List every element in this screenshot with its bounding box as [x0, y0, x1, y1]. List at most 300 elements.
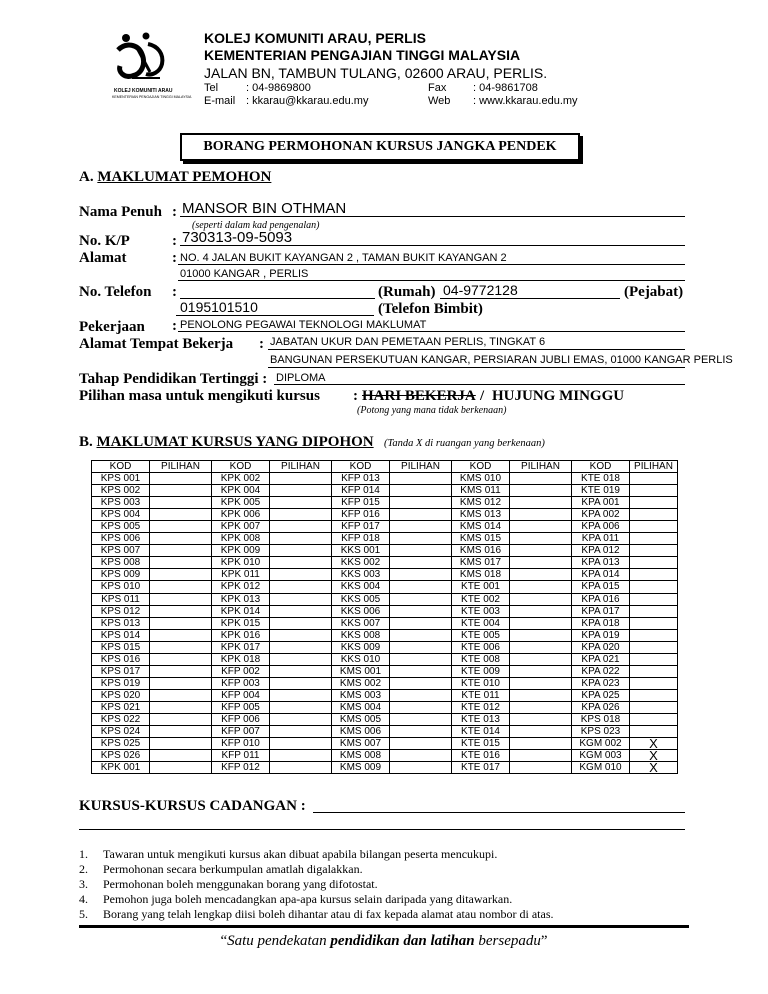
course-choice-cell[interactable] [390, 509, 452, 521]
course-code: KPK 004 [212, 485, 270, 497]
course-code: KPK 005 [212, 497, 270, 509]
course-choice-cell[interactable] [390, 581, 452, 593]
table-row [92, 545, 678, 557]
col-kod: KOD [92, 461, 150, 473]
course-choice-cell[interactable] [390, 653, 452, 665]
course-code: KPK 018 [212, 653, 270, 665]
section-a-heading [79, 169, 271, 186]
email-value: : kkarau@kkarau.edu.my [246, 95, 369, 107]
course-choice-cell[interactable] [630, 701, 678, 713]
course-code: KTE 016 [452, 750, 510, 762]
course-choice-cell[interactable] [630, 653, 678, 665]
course-choice-cell[interactable]: X [630, 762, 678, 774]
cadangan-underline-1 [313, 812, 685, 813]
course-code: KTE 001 [452, 581, 510, 593]
course-code: KPK 008 [212, 533, 270, 545]
course-choice-cell[interactable] [390, 750, 452, 762]
course-choice-cell[interactable]: X [630, 750, 678, 762]
course-code: KPA 001 [572, 497, 630, 509]
motto-part3: bersepadu [474, 933, 541, 949]
course-code: KFP 013 [332, 473, 390, 485]
course-code: KMS 005 [332, 713, 390, 725]
course-code: KFP 011 [212, 750, 270, 762]
table-row [92, 629, 678, 641]
course-choice-cell[interactable] [510, 545, 572, 557]
course-code: KPA 013 [572, 557, 630, 569]
course-choice-cell[interactable] [510, 617, 572, 629]
course-choice-cell[interactable] [390, 497, 452, 509]
course-code: KPK 007 [212, 521, 270, 533]
footer-rule [79, 925, 689, 928]
course-choice-cell[interactable] [510, 569, 572, 581]
course-choice-cell[interactable] [510, 497, 572, 509]
table-row [92, 738, 678, 750]
course-choice-cell[interactable] [390, 677, 452, 689]
pejabat-underline [440, 298, 620, 299]
tempat-colon: : [259, 336, 264, 352]
note-text: Tawaran untuk mengikuti kursus akan dibuat apabila bilangan peserta mencukupi. [103, 847, 498, 861]
course-choice-cell[interactable] [390, 485, 452, 497]
course-code: KPA 015 [572, 581, 630, 593]
course-choice-cell[interactable] [150, 665, 212, 677]
course-choice-cell[interactable] [390, 473, 452, 485]
course-code: KMS 010 [452, 473, 510, 485]
course-choice-cell[interactable] [270, 689, 332, 701]
course-choice-cell[interactable] [390, 557, 452, 569]
course-choice-cell[interactable] [150, 557, 212, 569]
course-choice-cell[interactable] [270, 521, 332, 533]
course-code: KGM 010 [572, 762, 630, 774]
nama-label: Nama Penuh [79, 204, 162, 220]
course-choice-cell[interactable] [390, 689, 452, 701]
course-code: KPK 011 [212, 569, 270, 581]
course-code: KKS 003 [332, 569, 390, 581]
motto-part1: Satu pendekatan [227, 933, 331, 949]
course-choice-cell[interactable] [510, 533, 572, 545]
course-code: KFP 018 [332, 533, 390, 545]
course-code: KMS 018 [452, 569, 510, 581]
course-code: KPS 010 [92, 581, 150, 593]
table-row [92, 485, 678, 497]
course-code: KTE 015 [452, 738, 510, 750]
table-row [92, 509, 678, 521]
course-choice-cell[interactable] [150, 738, 212, 750]
masa-option-hari-bekerja[interactable]: HARI BEKERJA [362, 388, 476, 404]
course-code: KPK 002 [212, 473, 270, 485]
course-code: KPS 007 [92, 545, 150, 557]
course-choice-cell[interactable] [390, 701, 452, 713]
course-choice-cell[interactable] [270, 738, 332, 750]
section-b-note: (Tanda X di ruangan yang berkenaan) [384, 438, 545, 449]
masa-separator: / [480, 388, 485, 404]
table-row [92, 701, 678, 713]
course-code: KFP 014 [332, 485, 390, 497]
course-choice-cell[interactable] [150, 641, 212, 653]
course-choice-cell[interactable] [510, 665, 572, 677]
course-code: KPS 023 [572, 726, 630, 738]
course-choice-cell[interactable] [150, 629, 212, 641]
course-choice-cell[interactable] [270, 653, 332, 665]
course-code: KTE 011 [452, 689, 510, 701]
course-choice-cell[interactable] [510, 581, 572, 593]
rumah-label: (Rumah) [378, 284, 436, 300]
table-row [92, 726, 678, 738]
course-choice-cell[interactable] [390, 617, 452, 629]
course-choice-cell[interactable] [510, 726, 572, 738]
col-pilihan: PILIHAN [270, 461, 332, 473]
course-choice-cell[interactable] [270, 762, 332, 774]
course-choice-cell[interactable] [270, 545, 332, 557]
course-choice-cell[interactable] [630, 557, 678, 569]
course-choice-cell[interactable] [270, 726, 332, 738]
college-logo-mark [112, 32, 176, 86]
form-title: BORANG PERMOHONAN KURSUS JANGKA PENDEK [180, 133, 580, 161]
course-code: KTE 013 [452, 713, 510, 725]
pejabat-label: (Pejabat) [624, 284, 684, 300]
course-choice-cell[interactable] [630, 629, 678, 641]
course-code: KTE 014 [452, 726, 510, 738]
course-choice-cell[interactable] [630, 497, 678, 509]
course-choice-cell[interactable] [630, 665, 678, 677]
course-code: KPS 013 [92, 617, 150, 629]
course-choice-cell[interactable] [270, 473, 332, 485]
section-b-letter: B. [79, 434, 93, 450]
course-code: KMS 006 [332, 726, 390, 738]
table-row [92, 593, 678, 605]
course-code: KPK 001 [92, 762, 150, 774]
course-choice-cell[interactable] [510, 762, 572, 774]
pendidikan-underline [274, 384, 685, 385]
note-item [79, 892, 554, 907]
course-code: KPS 015 [92, 641, 150, 653]
course-choice-cell[interactable] [270, 557, 332, 569]
course-choice-cell[interactable] [390, 629, 452, 641]
course-choice-cell[interactable] [390, 593, 452, 605]
course-choice-cell[interactable] [390, 605, 452, 617]
fax-label: Fax [428, 82, 447, 94]
course-code: KFP 002 [212, 665, 270, 677]
course-code: KKS 002 [332, 557, 390, 569]
course-choice-cell[interactable] [150, 533, 212, 545]
course-choice-cell[interactable] [150, 605, 212, 617]
course-code: KFP 016 [332, 509, 390, 521]
masa-option-hujung-minggu[interactable]: HUJUNG MINGGU [492, 388, 625, 404]
course-code: KMS 012 [452, 497, 510, 509]
alamat-colon: : [172, 250, 177, 266]
course-code: KKS 008 [332, 629, 390, 641]
course-choice-cell[interactable] [270, 581, 332, 593]
course-choice-cell[interactable] [150, 726, 212, 738]
course-choice-cell[interactable] [150, 593, 212, 605]
course-code: KPS 026 [92, 750, 150, 762]
course-choice-cell[interactable] [270, 485, 332, 497]
course-choice-cell[interactable] [510, 689, 572, 701]
course-choice-cell[interactable] [630, 726, 678, 738]
course-choice-cell[interactable] [390, 762, 452, 774]
course-code: KMS 002 [332, 677, 390, 689]
tel-label: Tel [204, 82, 219, 94]
course-code: KTE 008 [452, 653, 510, 665]
kp-field[interactable]: 730313-09-5093 [182, 229, 293, 246]
course-choice-cell[interactable] [630, 617, 678, 629]
course-choice-cell[interactable] [630, 605, 678, 617]
notes-list [79, 847, 554, 922]
pekerjaan-underline [178, 331, 685, 332]
note-number: 5. [79, 907, 88, 921]
note-text: Pemohon juga boleh mencadangkan apa-apa kursus selain daripada yang ditawarkan. [103, 892, 513, 906]
course-code: KFP 006 [212, 713, 270, 725]
col-pilihan: PILIHAN [150, 461, 212, 473]
course-code: KPA 018 [572, 617, 630, 629]
course-choice-cell[interactable] [510, 641, 572, 653]
course-code: KPA 011 [572, 533, 630, 545]
nama-note: (seperti dalam kad pengenalan) [192, 220, 320, 231]
course-choice-cell[interactable] [630, 569, 678, 581]
alamat-underline-2 [178, 280, 685, 281]
course-code: KPK 012 [212, 581, 270, 593]
course-choice-cell[interactable] [510, 738, 572, 750]
motto-close-quote: ” [540, 933, 548, 949]
table-row [92, 605, 678, 617]
col-kod: KOD [452, 461, 510, 473]
course-choice-cell[interactable] [510, 485, 572, 497]
course-choice-cell[interactable] [510, 629, 572, 641]
course-code: KPS 018 [572, 713, 630, 725]
note-text: Permohonan secara berkumpulan amatlah digalakkan. [103, 862, 363, 876]
course-choice-cell[interactable] [270, 677, 332, 689]
nama-colon: : [172, 204, 177, 220]
nama-field[interactable]: MANSOR BIN OTHMAN [182, 200, 347, 217]
course-code: KMS 007 [332, 738, 390, 750]
course-code: KFP 005 [212, 701, 270, 713]
course-choice-cell[interactable] [510, 605, 572, 617]
course-code: KPS 004 [92, 509, 150, 521]
alamat-field-line1[interactable]: NO. 4 JALAN BUKIT KAYANGAN 2 , TAMAN BUKIT KAYANGAN 2 [180, 252, 507, 264]
course-choice-cell[interactable] [630, 689, 678, 701]
course-table-header [92, 461, 678, 473]
course-choice-cell[interactable] [150, 689, 212, 701]
course-choice-cell[interactable] [630, 641, 678, 653]
web-label: Web [428, 95, 451, 107]
table-row [92, 581, 678, 593]
course-choice-cell[interactable] [150, 581, 212, 593]
alamat-field-line2[interactable]: 01000 KANGAR , PERLIS [180, 268, 309, 280]
course-choice-cell[interactable] [270, 665, 332, 677]
course-code: KMS 015 [452, 533, 510, 545]
tempat-field-line2[interactable]: BANGUNAN PERSEKUTUAN KANGAR, PERSIARAN JUBLI EMAS, 01000 KANGAR PERLIS [270, 354, 733, 366]
course-choice-cell[interactable] [150, 545, 212, 557]
course-choice-cell[interactable] [270, 617, 332, 629]
course-choice-cell[interactable] [150, 653, 212, 665]
course-code: KTE 005 [452, 629, 510, 641]
course-choice-cell[interactable] [270, 497, 332, 509]
course-choice-cell[interactable] [270, 713, 332, 725]
col-pilihan: PILIHAN [510, 461, 572, 473]
course-choice-cell[interactable] [270, 569, 332, 581]
course-code: KPS 022 [92, 713, 150, 725]
course-choice-cell[interactable] [150, 521, 212, 533]
course-code: KMS 001 [332, 665, 390, 677]
course-code: KTE 006 [452, 641, 510, 653]
course-choice-cell[interactable] [630, 581, 678, 593]
course-choice-cell[interactable] [630, 521, 678, 533]
course-code: KPA 006 [572, 521, 630, 533]
course-choice-cell[interactable] [630, 473, 678, 485]
bimbit-field[interactable]: 0195101510 [180, 299, 258, 315]
course-code: KPK 015 [212, 617, 270, 629]
section-a-title: MAKLUMAT PEMOHON [97, 169, 272, 185]
course-choice-cell[interactable] [510, 701, 572, 713]
bimbit-underline [176, 315, 374, 316]
tempat-label: Alamat Tempat Bekerja [79, 336, 234, 352]
pendidikan-field[interactable]: DIPLOMA [276, 372, 326, 384]
course-choice-cell[interactable] [270, 593, 332, 605]
course-code: KTE 009 [452, 665, 510, 677]
course-choice-cell[interactable] [510, 473, 572, 485]
course-code: KKS 009 [332, 641, 390, 653]
course-choice-cell[interactable] [510, 557, 572, 569]
table-row [92, 653, 678, 665]
course-choice-cell[interactable] [150, 713, 212, 725]
pekerjaan-field[interactable]: PENOLONG PEGAWAI TEKNOLOGI MAKLUMAT [180, 319, 427, 331]
course-choice-cell[interactable] [150, 701, 212, 713]
course-table [91, 460, 678, 774]
course-choice-cell[interactable] [150, 569, 212, 581]
course-choice-cell[interactable] [150, 617, 212, 629]
course-code: KPS 001 [92, 473, 150, 485]
course-choice-cell[interactable] [270, 701, 332, 713]
course-code: KGM 002 [572, 738, 630, 750]
college-name: KOLEJ KOMUNITI ARAU, PERLIS [204, 30, 426, 46]
tempat-field-line1[interactable]: JABATAN UKUR DAN PEMETAAN PERLIS, TINGKAT 6 [270, 336, 546, 348]
course-code: KMS 011 [452, 485, 510, 497]
course-choice-cell[interactable] [630, 509, 678, 521]
pejabat-field[interactable]: 04-9772128 [443, 282, 518, 298]
bimbit-label: (Telefon Bimbit) [378, 301, 483, 317]
table-row [92, 677, 678, 689]
course-code: KPS 021 [92, 701, 150, 713]
course-choice-cell[interactable] [270, 605, 332, 617]
table-row [92, 641, 678, 653]
course-code: KKS 004 [332, 581, 390, 593]
course-code: KTE 004 [452, 617, 510, 629]
course-code: KPA 012 [572, 545, 630, 557]
course-choice-cell[interactable] [270, 509, 332, 521]
course-choice-cell[interactable] [390, 569, 452, 581]
alamat-label: Alamat [79, 250, 127, 266]
kp-underline [180, 245, 685, 246]
note-number: 1. [79, 847, 88, 861]
masa-note: (Potong yang mana tidak berkenaan) [357, 405, 507, 416]
course-code: KKS 001 [332, 545, 390, 557]
course-choice-cell[interactable] [630, 545, 678, 557]
table-row [92, 762, 678, 774]
course-choice-cell[interactable] [270, 629, 332, 641]
course-choice-cell[interactable] [150, 473, 212, 485]
course-code: KMS 013 [452, 509, 510, 521]
col-pilihan: PILIHAN [390, 461, 452, 473]
table-row [92, 521, 678, 533]
course-choice-cell[interactable] [270, 750, 332, 762]
course-choice-cell[interactable] [150, 509, 212, 521]
table-row [92, 497, 678, 509]
course-code: KFP 003 [212, 677, 270, 689]
course-code: KFP 012 [212, 762, 270, 774]
course-choice-cell[interactable] [630, 593, 678, 605]
tempat-underline-1 [268, 349, 685, 350]
course-code: KPK 016 [212, 629, 270, 641]
course-choice-cell[interactable] [270, 533, 332, 545]
course-code: KPS 019 [92, 677, 150, 689]
course-choice-cell[interactable] [390, 738, 452, 750]
course-choice-cell[interactable] [390, 521, 452, 533]
course-choice-cell[interactable] [630, 533, 678, 545]
course-choice-cell[interactable] [390, 545, 452, 557]
course-code: KMS 017 [452, 557, 510, 569]
table-row [92, 557, 678, 569]
table-row [92, 617, 678, 629]
course-choice-cell[interactable] [390, 665, 452, 677]
table-row [92, 533, 678, 545]
course-code: KMS 008 [332, 750, 390, 762]
tempat-underline-2 [268, 367, 685, 368]
course-choice-cell[interactable] [510, 593, 572, 605]
logo-subcaption: KEMENTERIAN PENGAJIAN TINGGI MALAYSIA [112, 95, 192, 99]
course-choice-cell[interactable] [270, 641, 332, 653]
course-choice-cell[interactable] [150, 762, 212, 774]
course-choice-cell[interactable] [630, 677, 678, 689]
course-choice-cell[interactable]: X [630, 738, 678, 750]
course-table-body [92, 473, 678, 774]
table-row [92, 665, 678, 677]
note-item [79, 862, 554, 877]
course-code: KPS 006 [92, 533, 150, 545]
course-code: KKS 006 [332, 605, 390, 617]
course-choice-cell[interactable] [150, 750, 212, 762]
course-choice-cell[interactable] [510, 713, 572, 725]
table-row [92, 713, 678, 725]
course-choice-cell[interactable] [630, 713, 678, 725]
course-choice-cell[interactable] [510, 750, 572, 762]
pekerjaan-colon: : [172, 318, 177, 334]
course-choice-cell[interactable] [390, 641, 452, 653]
motto [0, 933, 768, 950]
course-choice-cell[interactable] [390, 726, 452, 738]
course-code: KFP 015 [332, 497, 390, 509]
course-choice-cell[interactable] [510, 653, 572, 665]
course-code: KTE 010 [452, 677, 510, 689]
course-choice-cell[interactable] [150, 677, 212, 689]
course-choice-cell[interactable] [390, 533, 452, 545]
course-code: KPA 019 [572, 629, 630, 641]
course-code: KFP 010 [212, 738, 270, 750]
course-code: KMS 009 [332, 762, 390, 774]
logo-caption: KOLEJ KOMUNITI ARAU [114, 88, 173, 94]
course-code: KTE 003 [452, 605, 510, 617]
course-choice-cell[interactable] [150, 485, 212, 497]
course-choice-cell[interactable] [150, 497, 212, 509]
course-code: KPA 017 [572, 605, 630, 617]
course-choice-cell[interactable] [390, 713, 452, 725]
course-choice-cell[interactable] [510, 509, 572, 521]
motto-open-quote: “ [220, 933, 228, 949]
course-choice-cell[interactable] [510, 521, 572, 533]
course-choice-cell[interactable] [630, 485, 678, 497]
alamat-underline-1 [178, 264, 685, 265]
course-choice-cell[interactable] [510, 677, 572, 689]
college-logo [112, 32, 176, 86]
note-number: 2. [79, 862, 88, 876]
